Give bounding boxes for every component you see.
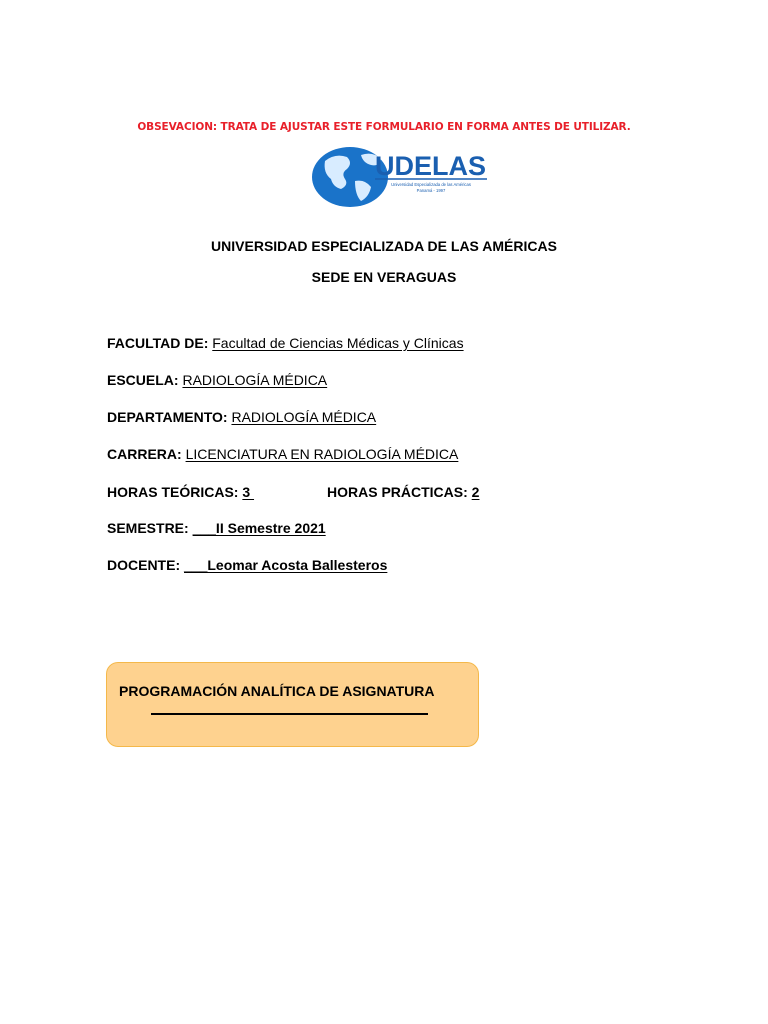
- field-value: 2: [471, 484, 480, 500]
- field-label: CARRERA:: [107, 446, 186, 462]
- udelas-logo: [311, 143, 491, 209]
- field-value: LICENCIATURA EN RADIOLOGÍA MÉDICA: [185, 446, 459, 462]
- field-horas-practicas: [327, 484, 479, 500]
- field-label: DEPARTAMENTO:: [107, 409, 232, 425]
- field-carrera: [107, 446, 458, 462]
- field-label: FACULTAD DE:: [107, 335, 213, 351]
- field-value: ___Leomar Acosta Ballesteros: [184, 557, 388, 573]
- field-value: RADIOLOGÍA MÉDICA: [182, 372, 328, 388]
- field-departamento: [107, 409, 376, 425]
- logo-wordmark: UDELAS: [375, 151, 487, 181]
- field-docente: [107, 557, 387, 573]
- program-title: PROGRAMACIÓN ANALÍTICA DE ASIGNATURA: [119, 683, 435, 699]
- field-label: SEMESTRE:: [107, 520, 193, 536]
- field-value: 3: [242, 484, 255, 500]
- warning-notice: OBSEVACION: TRATA DE AJUSTAR ESTE FORMULARIO EN FORMA ANTES DE UTILIZAR.: [137, 121, 631, 133]
- field-label: DOCENTE:: [107, 557, 184, 573]
- field-label: HORAS PRÁCTICAS:: [327, 484, 472, 500]
- field-horas-teoricas: [107, 484, 254, 500]
- logo-subtitle: Universidad Especializada de las Américas: [391, 182, 471, 187]
- field-value: Facultad de Ciencias Médicas y Clínicas: [212, 335, 464, 351]
- field-value: ___II Semestre 2021: [192, 520, 326, 536]
- field-semestre: [107, 520, 326, 536]
- logo-place: Panamá - 1997: [416, 188, 446, 193]
- field-value: RADIOLOGÍA MÉDICA: [231, 409, 377, 425]
- field-facultad: [107, 335, 464, 351]
- field-label: ESCUELA:: [107, 372, 183, 388]
- field-escuela: [107, 372, 327, 388]
- university-name: UNIVERSIDAD ESPECIALIZADA DE LAS AMÉRICAS: [211, 238, 557, 254]
- blank-line: [151, 713, 428, 715]
- program-box: [106, 662, 479, 747]
- field-label: HORAS TEÓRICAS:: [107, 484, 243, 500]
- campus-name: SEDE EN VERAGUAS: [311, 269, 457, 285]
